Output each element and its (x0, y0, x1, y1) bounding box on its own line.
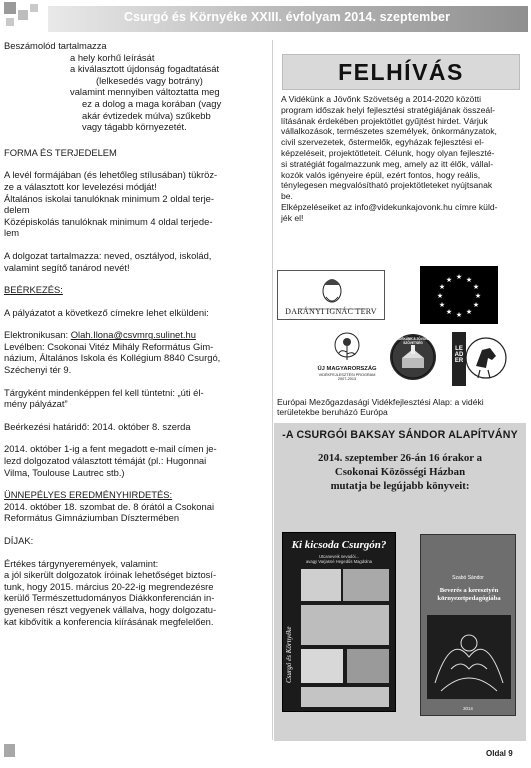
felhivas-line: képzeléseit, projektötleteit. Célunk, hogy olyan fejleszté- (281, 147, 495, 158)
dolgozat-text: valamint segítő tanárod nevét! (4, 261, 130, 273)
book1-photos-icon (283, 563, 397, 713)
baksay-line: Csokonai Közösségi Házban (334, 466, 466, 478)
forma-text: A levél formájában (és lehetőleg stílusában) tükröz- (4, 169, 218, 181)
dijak-text: tunk, hogy 2015. március 20-22-ig megrendezésre (4, 580, 214, 592)
dijak-text: gyenesen részt vegyenek vállalva, hogy dolgozatu- (4, 603, 217, 615)
column-divider (272, 40, 273, 740)
book1-spine: Csurgó és Környéke (285, 626, 293, 683)
forma-text: Középiskolás tanulóknak minimum 4 oldal terjede- (4, 215, 213, 227)
book1-title: Ki kicsoda Csurgón? (291, 539, 387, 551)
eredmeny-text: Református Gimnáziumban Dísztermében (4, 512, 180, 524)
felhivas-title: FELHÍVÁS (338, 59, 464, 85)
footer-square (4, 744, 15, 757)
svg-text:★: ★ (474, 292, 482, 300)
felhivas-box (282, 54, 520, 90)
elektronikusan-line (4, 329, 266, 341)
eu-flag-logo (420, 266, 498, 324)
book1-subtitle: Utcaneveik nevadói... avagy Varjasné Hegedűs Magdolna (305, 554, 373, 564)
intro-label: Beszámolód tartalmazza (4, 40, 107, 51)
book2-author: Szabó Sándor (452, 575, 484, 581)
portrait-icon (278, 271, 386, 311)
felhivas-line: lításának érdekében projektötlet gyűjtést hirdet. Várjuk (281, 115, 488, 126)
forma-text: delem (4, 204, 30, 216)
svg-text:★: ★ (455, 311, 463, 319)
svg-text:★: ★ (436, 292, 444, 300)
vjsz-label: VIDÉKÜNK A JÖVŐNK SZÖVETSÉG (396, 337, 430, 345)
videkunk-a-jovonk-logo (390, 334, 436, 380)
dijak-text: Értékes tárgynyeremények, valamint: (4, 557, 159, 569)
felhivas-line: si stratégiát fogalmazzunk meg, amely az itt élők, vállal- (281, 158, 494, 169)
svg-text:★: ★ (472, 283, 480, 291)
email-link[interactable]: Olah.Ilona@csvmrg.sulinet.hu (70, 329, 196, 341)
book2-title: Beverés a keresztyén környezetpedagógiába (437, 587, 501, 602)
intro-item: valamint mennyiben változtatta meg (70, 86, 220, 98)
um-sublabel: VIDÉKFEJLESZTÉSI PROGRAM 2007-2013 (318, 373, 376, 382)
page-number: Oldal 9 (486, 749, 513, 758)
elektronikusan-label: Elektronikusan: (4, 329, 71, 341)
oktober-text: Vilma, Toulouse Lautrec stb.) (4, 466, 125, 478)
svg-text:★: ★ (438, 283, 446, 291)
intro-item: (lelkesedés vagy botrány) (96, 74, 203, 86)
felhivas-line: kozók valós igényeire épül, ezért fontos, hogy reális, (281, 169, 481, 180)
forma-text: Általános iskolai tanulóknak minimum 2 oldal terje- (4, 192, 214, 204)
forma-text: lem (4, 227, 20, 239)
svg-text:★: ★ (438, 301, 446, 309)
book-cover-ki-kicsoda (282, 532, 396, 712)
eu-caption (277, 397, 517, 418)
uj-magyarorszag-logo (318, 330, 376, 388)
forma-heading: FORMA ÉS TERJEDELEM (4, 146, 117, 158)
felhivas-line: vállalkozások, természetes személyek, önkormányzatok, (281, 126, 497, 137)
felhivas-contact: Elképzeléseiket az info@videkunkajovonk.hu címre küld- (281, 201, 498, 212)
intro-item: akár évtizedek múlva) szűkebb (82, 109, 211, 121)
dijak-heading: DÍJAK: (4, 535, 34, 546)
targykent-text: mény pályázat” (4, 398, 68, 410)
book2-year: 2014 (463, 706, 473, 711)
felhivas-text (281, 94, 523, 224)
oktober-text: 2014. október 1-ig a fent megadott e-mail címen je- (4, 443, 217, 455)
um-label: ÚJ MAGYARORSZÁG (317, 366, 377, 372)
eredmeny-text: 2014. október 18. szombat de. 8 órától a Csokonai (4, 500, 215, 512)
levelben-text: Levélben: Csokonai Vitéz Mihály Református Gim- (4, 340, 214, 352)
header-logo (4, 2, 48, 36)
svg-text:★: ★ (455, 273, 463, 281)
eu-caption-line: területekbe beruházó Európa (277, 407, 388, 418)
felhivas-line: be. (281, 191, 293, 202)
felhivas-contact: jék el! (281, 212, 304, 223)
eredmeny-heading: ÜNNEPÉLYES EREDMÉNYHIRDETÉS: (4, 489, 173, 501)
svg-text:★: ★ (465, 308, 473, 316)
felhivas-line: civil szervezetek, őstermelők, egyházak fejlesztési el- (281, 137, 484, 148)
dolgozat-text: A dolgozat tartalmazza: neved, osztályod, iskolád, (4, 249, 212, 261)
targykent-text: Tárgyként mindenképpen fel kell tüntetni: „úti él- (4, 386, 204, 398)
baksay-line: mutatja be legújabb könyveit: (330, 480, 470, 492)
levelben-text: Széchenyi tér 9. (4, 364, 72, 376)
eu-stars-icon (420, 266, 498, 324)
oktober-text: lezd dolgozatod választott témáját (pl.: Hugonnai (4, 455, 207, 467)
daranyi-ignac-terv-logo (277, 270, 385, 320)
intro-item: a kiválasztott újdonság fogadtatását (70, 63, 220, 75)
intro-item: ez a dolog a maga korában (vagy (82, 97, 222, 109)
felhivas-line: ténylegesen megvalósítható projektötleteket nyújtsanak (281, 180, 493, 191)
intro-item: vagy tágabb környezetét. (82, 121, 187, 133)
baksay-text (278, 451, 522, 493)
forma-text: ze a választott kor levelezési módját! (4, 180, 157, 192)
svg-text:★: ★ (472, 301, 480, 309)
flower-icon (318, 330, 376, 366)
dijak-text: a jól sikerült dolgozatok íróinak lehetőséget biztosí- (4, 569, 217, 581)
dijak-text: kerülő Természettudományos Diákkonferencián in- (4, 592, 215, 604)
baksay-title: -A CSURGÓI BAKSAY SÁNDOR ALAPÍTVÁNY (282, 429, 518, 441)
svg-text:★: ★ (445, 276, 453, 284)
felhivas-line: program időszak helyi fejlesztési stratégiájának összeál- (281, 104, 495, 115)
beerkezes-text: A pályázatot a következő címekre lehet elküldeni: (4, 306, 209, 318)
intro-item: a hely korhű leírását (70, 51, 155, 63)
daranyi-label: DARÁNYI IGNÁC TERV (285, 307, 377, 316)
left-column (4, 40, 266, 627)
levelben-text: názium, Általános Iskola és Kollégium 8840 Csurgó, (4, 352, 221, 364)
book2-ornament-icon (421, 613, 517, 703)
hatarido-text: Beérkezési határidő: 2014. október 8. szerda (4, 420, 191, 432)
book-cover-beveres (420, 534, 516, 716)
felhivas-line: A Vidékünk a Jövőnk Szövetség a 2014-2020 közötti (281, 94, 482, 104)
beerkezes-heading: BEÉRKEZÉS: (4, 284, 63, 296)
svg-text:★: ★ (445, 308, 453, 316)
eu-caption-line: Európai Mezőgazdasági Vidékfejlesztési Alap: a vidéki (277, 397, 484, 407)
header-title: Csurgó és Környéke XXIII. évfolyam 2014. szeptember (124, 10, 451, 24)
dijak-text: kat kibővítik a konferencia kiírásának megfelelően. (4, 615, 214, 627)
leader-logo (452, 330, 508, 388)
leader-label: LEADER (454, 346, 464, 365)
svg-text:★: ★ (465, 276, 473, 284)
baksay-line: 2014. szeptember 26-án 16 órakor a (318, 452, 482, 464)
